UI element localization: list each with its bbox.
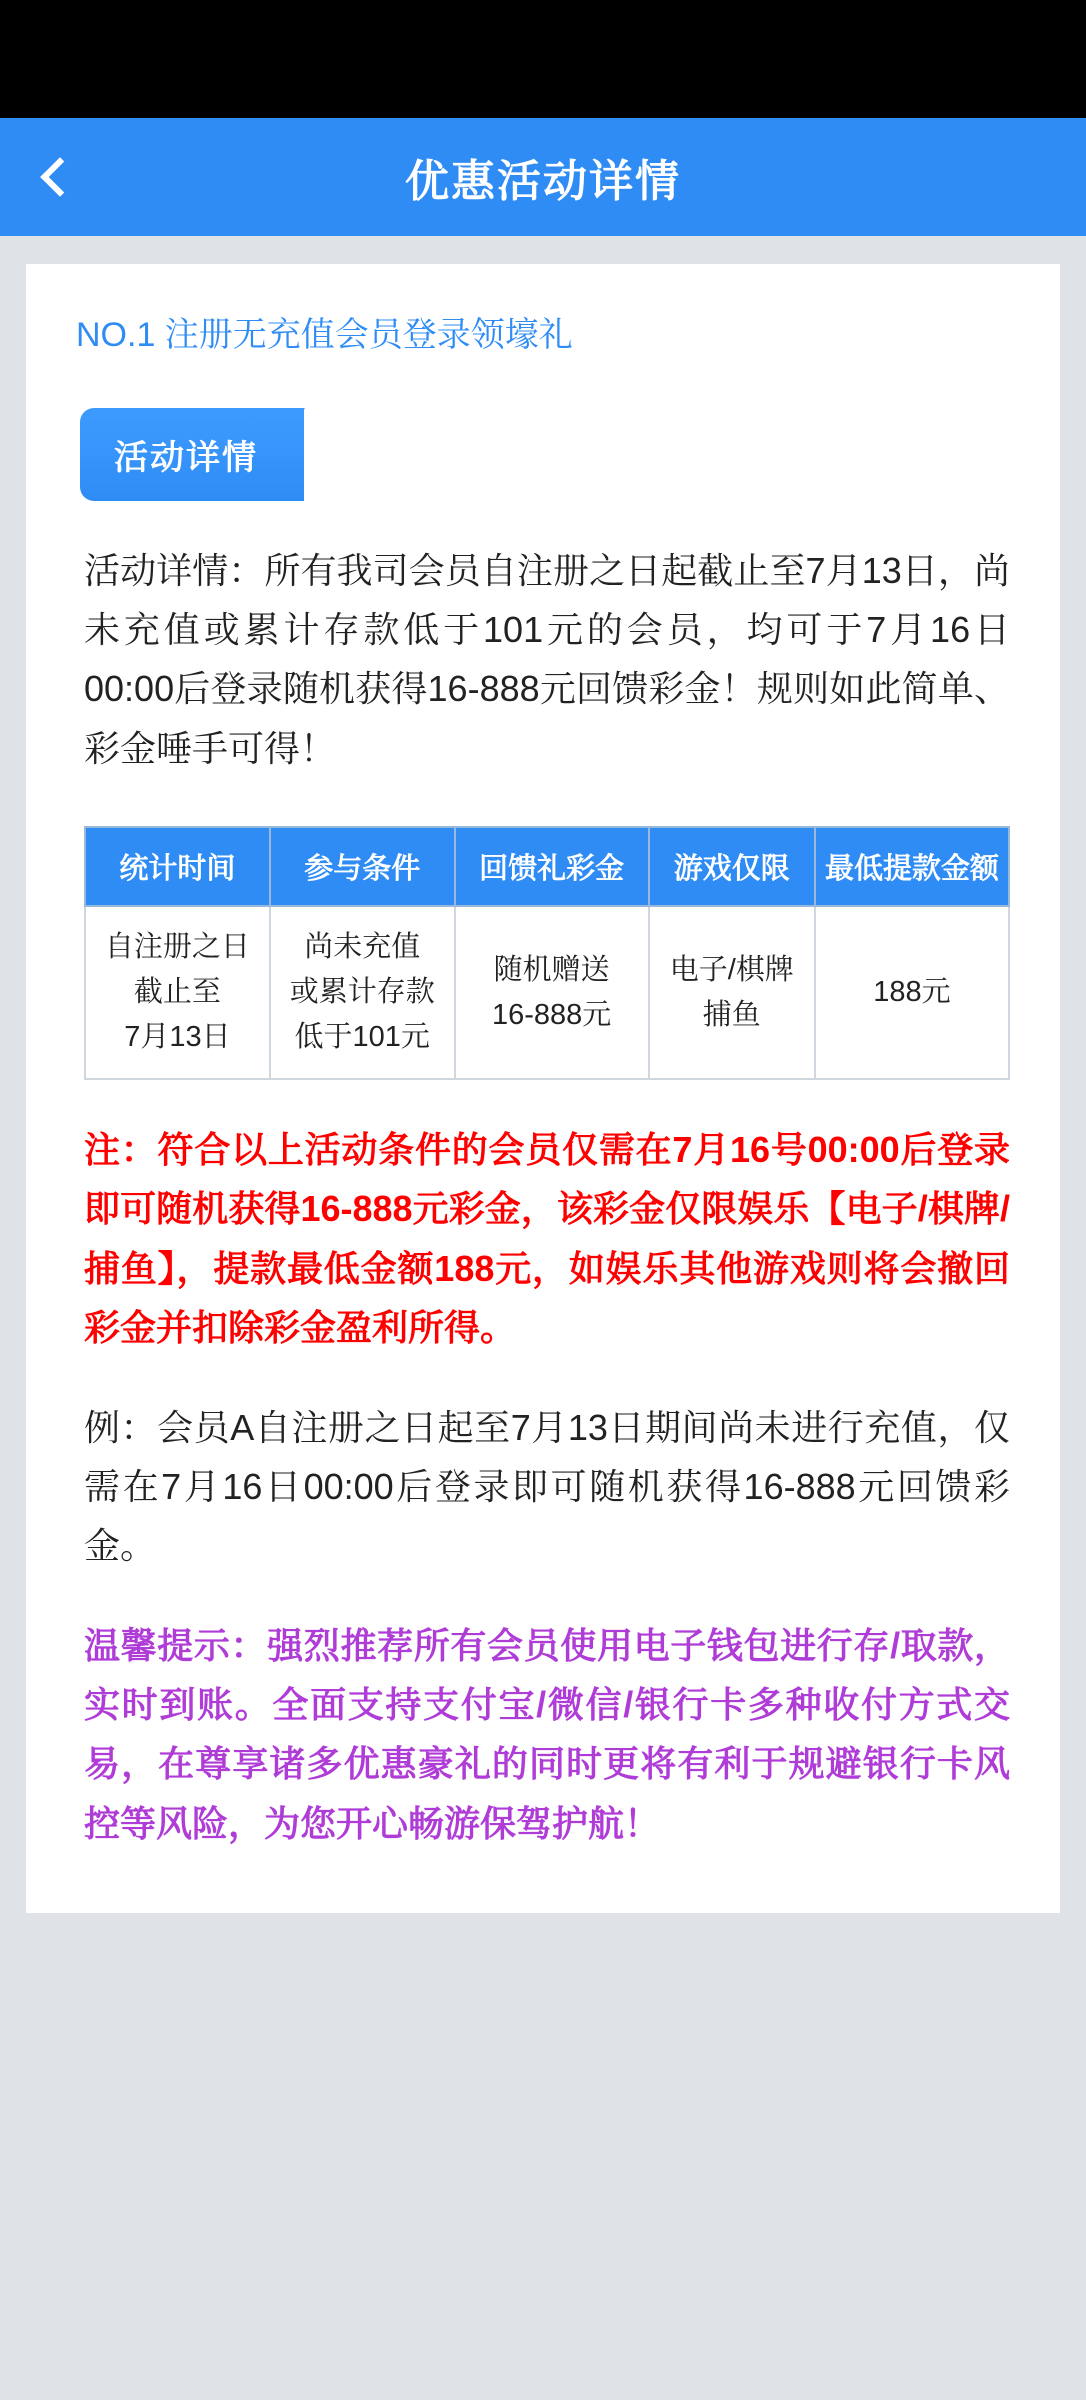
cell-games-line2: 捕鱼: [702, 998, 761, 1031]
chevron-left-icon: [40, 157, 80, 197]
cell-conditions-line3: 低于101元: [294, 1021, 430, 1054]
cell-min-withdraw: 188元: [815, 906, 1009, 1079]
cell-conditions-line2: 或累计存款: [289, 976, 435, 1009]
cell-stat-time-line1: 自注册之日: [104, 931, 250, 964]
cell-bonus-line1: 随机赠送: [493, 953, 610, 986]
th-bonus: 回馈礼彩金: [455, 827, 649, 906]
table-row: [85, 906, 1009, 1079]
activity-intro-text: 活动详情：所有我司会员自注册之日起截止至7月13日，尚未充值或累计存款低于101元的会员，均可于7月16日00:00后登录随机获得16-888元回馈彩金！规则如此简单、彩金唾手可得！: [84, 549, 1010, 769]
th-stat-time: 统计时间: [85, 827, 270, 906]
cell-games: [649, 906, 815, 1079]
cell-conditions-line1: 尚未充值: [304, 931, 421, 964]
th-games: 游戏仅限: [649, 827, 815, 906]
details-table-wrap: [84, 826, 1010, 1080]
details-table: [84, 826, 1010, 1080]
activity-example-text: 例：会员A自注册之日起至7月13日期间尚未进行充值，仅需在7月16日00:00后登录即可随机获得16-888元回馈彩金。: [84, 1406, 1010, 1567]
cell-games-line1: 电子/棋牌: [669, 953, 794, 986]
cell-stat-time-line2: 截止至: [133, 976, 221, 1009]
page-title: 优惠活动详情: [405, 157, 681, 206]
activity-note-text: 注：符合以上活动条件的会员仅需在7月16号00:00后登录即可随机获得16-888元彩金，该彩金仅限娱乐【电子/棋牌/捕鱼】，提款最低金额188元，如娱乐其他游戏则将会撤回彩金并扣除彩金盈利所得。: [84, 1128, 1010, 1349]
cell-stat-time-line3: 7月13日: [124, 1021, 231, 1054]
cell-bonus-line2: 16-888元: [491, 998, 612, 1031]
promo-card: [26, 264, 1060, 1913]
cell-stat-time: [85, 906, 270, 1079]
cell-bonus: [455, 906, 649, 1079]
status-bar: [0, 0, 1086, 118]
tab-activity-details[interactable]: 活动详情: [80, 408, 304, 501]
th-conditions: 参与条件: [270, 827, 455, 906]
table-header-row: [85, 827, 1009, 906]
app-header: [0, 118, 1086, 236]
page-body: [0, 236, 1086, 2400]
activity-tip-text: 温馨提示：强烈推荐所有会员使用电子钱包进行存/取款，实时到账。全面支持支付宝/微信/银行卡多种收付方式交易，在尊享诸多优惠豪礼的同时更将有利于规避银行卡风控等风险，为您开心畅游保驾护航！: [84, 1624, 1010, 1844]
back-button[interactable]: [0, 118, 110, 236]
tab-bar: [80, 408, 1024, 501]
promo-title: NO.1 注册无充值会员登录领壕礼: [76, 316, 573, 354]
cell-conditions: [270, 906, 455, 1079]
th-min-withdraw: 最低提款金额: [815, 827, 1009, 906]
